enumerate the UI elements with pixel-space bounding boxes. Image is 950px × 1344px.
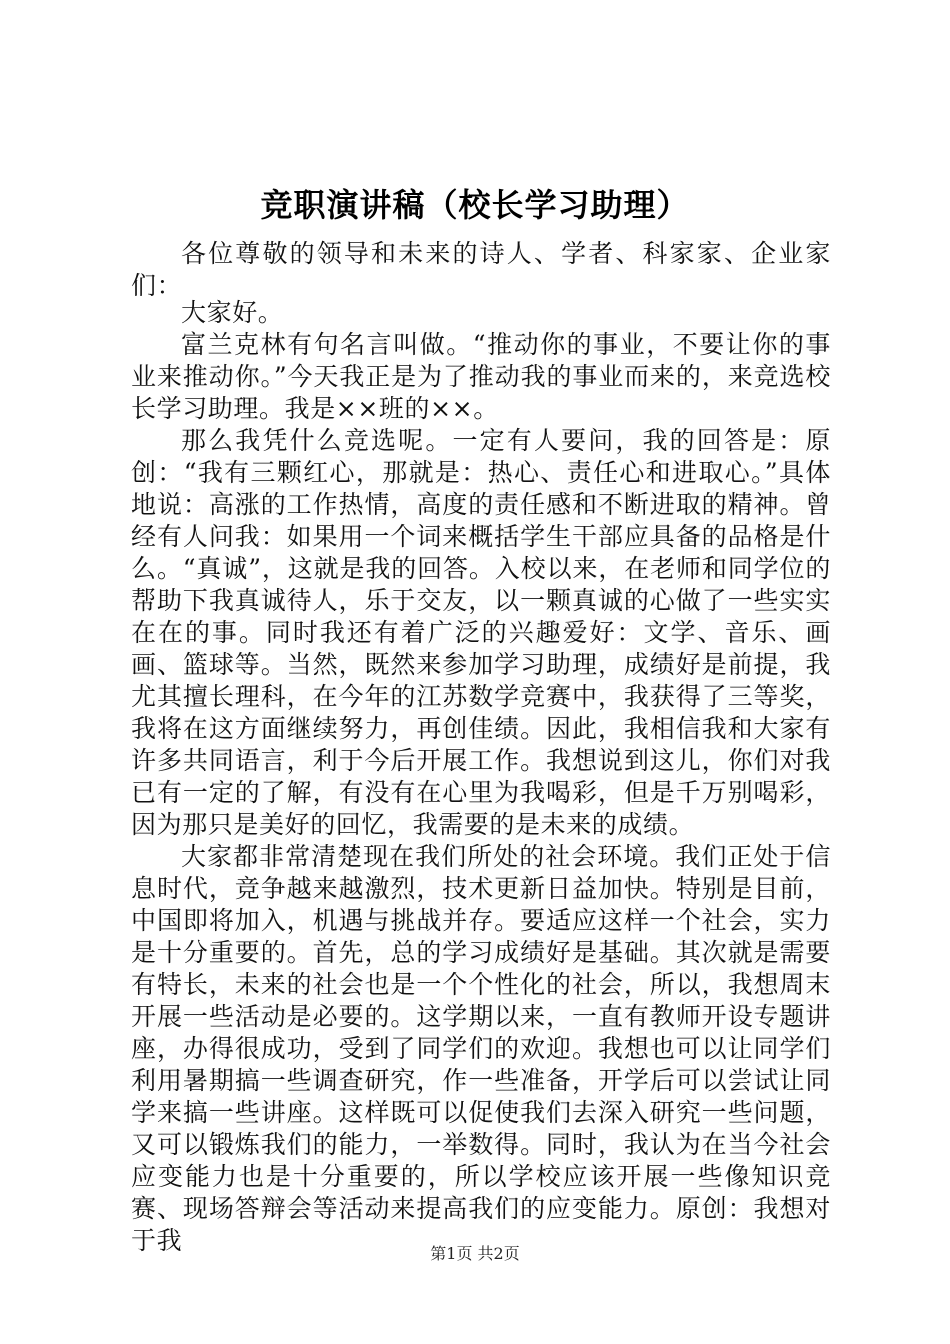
paragraph-quote: 富兰克林有句名言叫做。“推动你的事业，不要让你的事业来推动你。”今天我正是为了推动我的事业而来的，来竞选校长学习助理。我是××班的××。	[131, 330, 831, 423]
paragraph-plans: 大家都非常清楚现在我们所处的社会环境。我们正处于信息时代，竞争越来越激烈，技术更新日益加快。特别是目前，中国即将加入，机遇与挑战并存。要适应这样一个社会，实力是十分重要的。首先，总的学习成绩好是基础。其次就是需要有特长，未来的社会也是一个个性化的社会，所以，我想周末开展一些活动是必要的。这学期以来，一直有教师开设专题讲座，办得很成功，受到了同学们的欢迎。我想也可以让同学们利用暑期搞一些调查研究，作一些准备，开学后可以尝试让同学来搞一些讲座。这样既可以促使我们去深入研究一些问题，又可以锻炼我们的能力，一举数得。同时，我认为在当今社会应变能力也是十分重要的，所以学校应该开展一些像知识竞赛、现场答辩会等活动来提高我们的应变能力。原创：我想对于我	[131, 842, 831, 1255]
document-title: 竞职演讲稿（校长学习助理）	[260, 186, 690, 224]
salutation	[131, 238, 831, 302]
paragraph-qualifications: 那么我凭什么竞选呢。一定有人要问，我的回答是：原创：“我有三颗红心，那就是：热心、责任心和进取心。”具体地说：高涨的工作热情，高度的责任感和不断进取的精神。曾经有人问我：如果用一个词来概括学生干部应具备的品格是什么。“真诚”，这就是我的回答。入校以来，在老师和同学位的帮助下我真诚待人，乐于交友，以一颗真诚的心做了一些实实在在的事。同时我还有着广泛的兴趣爱好：文学、音乐、画画、篮球等。当然，既然来参加学习助理，成绩好是前提，我尤其擅长理科，在今年的江苏数学竞赛中，我获得了三等奖，我将在这方面继续努力，再创佳绩。因此，我相信我和大家有许多共同语言，利于今后开展工作。我想说到这儿，你们对我已有一定的了解，有没有在心里为我喝彩，但是千万别喝彩，因为那只是美好的回忆，我需要的是未来的成绩。	[131, 426, 831, 839]
salutation-line: 各位尊敬的领导和未来的诗人、学者、科家家、企业家们：	[131, 239, 831, 300]
document-body	[131, 297, 831, 1257]
page-number-footer: 第1页 共2页	[430, 1244, 520, 1263]
paragraph-greeting: 大家好。	[181, 298, 284, 327]
